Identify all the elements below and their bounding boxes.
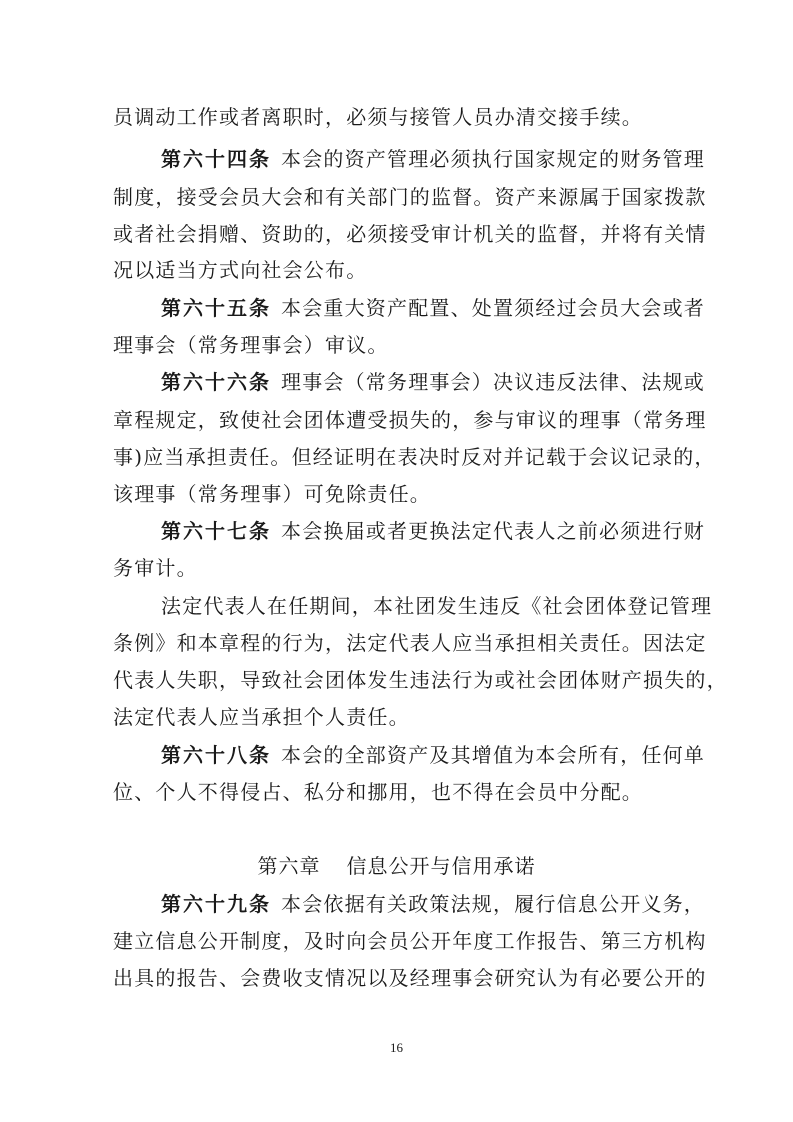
text-line: 理事会（常务理事会）审议。 xyxy=(113,333,389,357)
article-65-line-1 xyxy=(161,294,705,322)
article-67-line-1 xyxy=(161,517,705,545)
text-segment: 本会依据有关政策法规，履行信息公开义务， xyxy=(281,892,705,916)
article-66-line-1 xyxy=(161,368,705,396)
text-line: 况以适当方式向社会公布。 xyxy=(113,258,368,282)
text-line: 位、个人不得侵占、私分和挪用，也不得在会员中分配。 xyxy=(113,780,643,804)
article-69-line-1 xyxy=(161,890,705,918)
text-line: 法定代表人在任期间，本社团发生违反《社会团体登记管理 xyxy=(161,594,713,618)
text-line: 代表人失职，导致社会团体发生违法行为或社会团体财产损失的， xyxy=(113,668,728,692)
text-segment: 本会的全部资产及其增值为本会所有，任何单 xyxy=(281,743,705,767)
text-line: 该理事（常务理事）可免除责任。 xyxy=(113,482,431,506)
chapter-heading xyxy=(0,852,793,880)
article-number: 第六十七条 xyxy=(161,519,271,543)
text-line: 事)应当承担责任。但经证明在表决时反对并记载于会议记录的， xyxy=(113,445,716,469)
text-segment: 本会换届或者更换法定代表人之前必须进行财 xyxy=(281,519,705,543)
article-number: 第六十九条 xyxy=(161,892,271,916)
text-line: 建立信息公开制度，及时向会员公开年度工作报告、第三方机构 xyxy=(113,929,707,953)
chapter-number: 第六章 xyxy=(257,854,321,878)
article-68-line-1 xyxy=(161,741,705,769)
text-line: 员调动工作或者离职时，必须与接管人员办清交接手续。 xyxy=(113,105,643,129)
article-64-line-1 xyxy=(161,145,705,173)
article-number: 第六十五条 xyxy=(161,296,271,320)
article-number: 第六十四条 xyxy=(161,147,271,171)
text-line: 章程规定，致使社会团体遭受损失的，参与审议的理事（常务理 xyxy=(113,408,707,432)
text-segment: 理事会（常务理事会）决议违反法律、法规或 xyxy=(281,370,705,394)
page-number: 16 xyxy=(390,1040,403,1055)
text-line: 法定代表人应当承担个人责任。 xyxy=(113,705,410,729)
text-line: 务审计。 xyxy=(113,556,198,580)
text-segment: 本会重大资产配置、处置须经过会员大会或者 xyxy=(281,296,705,320)
text-line: 出具的报告、会费收支情况以及经理事会研究认为有必要公开的 xyxy=(113,966,707,990)
text-segment: 本会的资产管理必须执行国家规定的财务管理 xyxy=(281,147,705,171)
article-number: 第六十八条 xyxy=(161,743,271,767)
text-line: 或者社会捐赠、资助的，必须接受审计机关的监督，并将有关情 xyxy=(113,222,707,246)
text-line: 条例》和本章程的行为，法定代表人应当承担相关责任。因法定 xyxy=(113,631,707,655)
chapter-title: 信息公开与信用承诺 xyxy=(346,854,536,878)
text-line: 制度，接受会员大会和有关部门的监督。资产来源属于国家拨款 xyxy=(113,185,707,209)
article-number: 第六十六条 xyxy=(161,370,271,394)
